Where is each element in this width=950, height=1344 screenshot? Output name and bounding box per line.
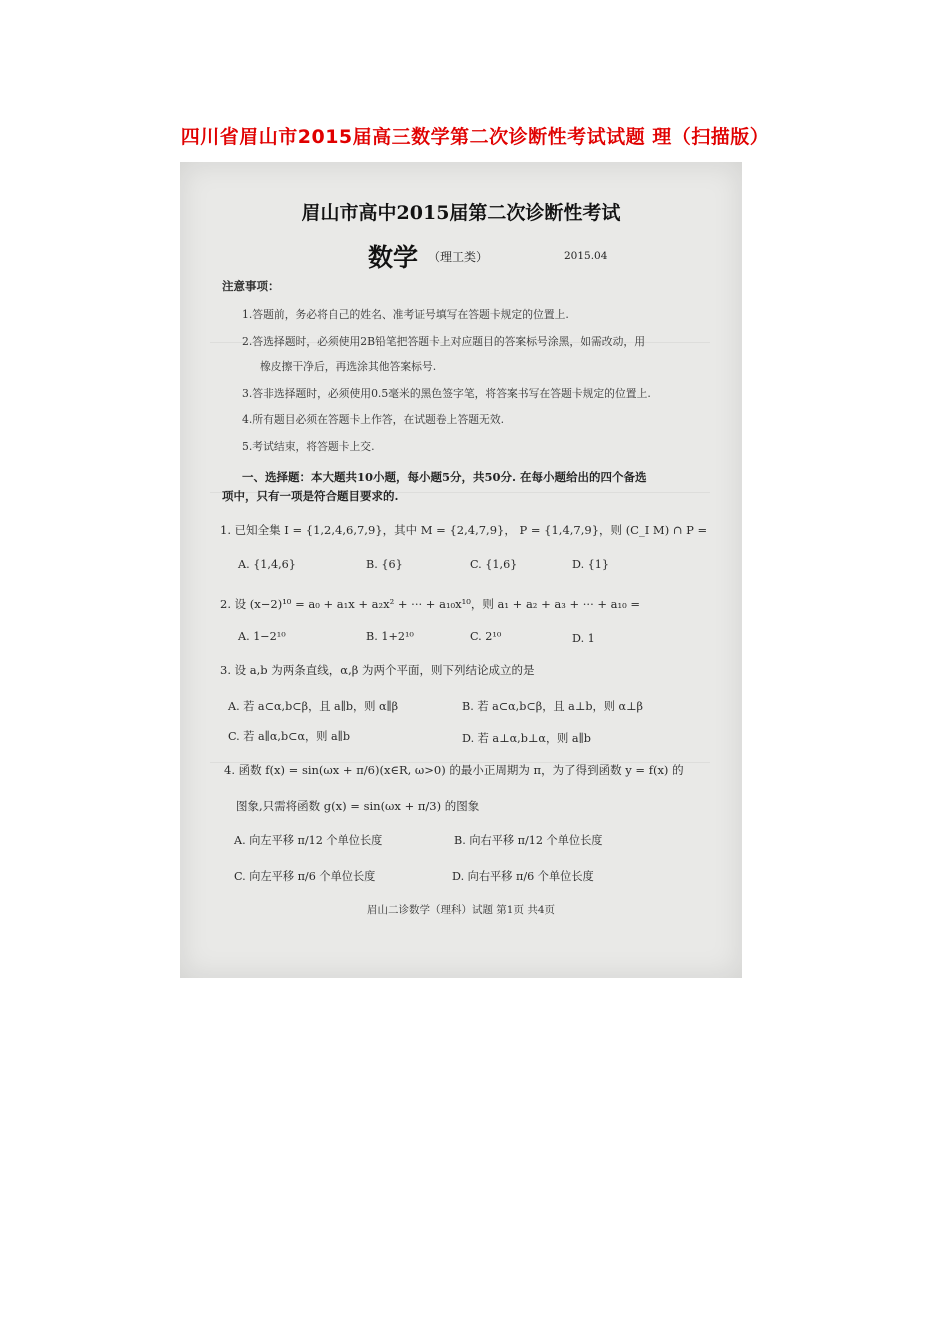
note-item: 3.答非选择题时，必须使用0.5毫米的黑色签字笔，将答案书写在答题卡规定的位置上.	[242, 387, 651, 400]
question-3-option-b: B. 若 a⊂α,b⊂β，且 a⊥b，则 α⊥β	[462, 700, 643, 713]
exam-title: 眉山市高中2015届第二次诊断性考试	[301, 202, 621, 224]
note-item: 1.答题前，务必将自己的姓名、准考证号填写在答题卡规定的位置上.	[242, 308, 569, 321]
note-item: 2.答选择题时，必须使用2B铅笔把答题卡上对应题目的答案标号涂黑，如需改动，用	[242, 335, 645, 348]
notes-heading: 注意事项：	[222, 279, 280, 293]
question-3-stem: 3. 设 a,b 为两条直线，α,β 为两个平面，则下列结论成立的是	[220, 663, 535, 677]
question-2-option-a: A. 1−2¹⁰	[238, 630, 286, 643]
question-2-stem: 2. 设 (x−2)¹⁰ = a₀ + a₁x + a₂x² + ··· + a₁₀x¹⁰，则 a₁ + a₂ + a₃ + ··· + a₁₀ =	[220, 597, 641, 611]
page-footer: 眉山二诊数学（理科）试题 第1页 共4页	[366, 904, 556, 916]
note-item: 5.考试结束，将答题卡上交.	[242, 440, 375, 453]
question-2-option-d: D. 1	[572, 632, 595, 645]
document-title: 四川省眉山市2015届高三数学第二次诊断性考试试题 理（扫描版）	[180, 126, 770, 148]
question-1-option-a: A. {1,4,6}	[238, 558, 296, 571]
question-4-stem: 4. 函数 f(x) = sin(ωx + π/6)(x∈R, ω>0) 的最小正周期为 π，为了得到函数 y = f(x) 的	[224, 763, 684, 777]
question-1-option-c: C. {1,6}	[470, 558, 518, 571]
question-4-option-d: D. 向右平移 π/6 个单位长度	[452, 870, 594, 883]
note-item: 橡皮擦干净后，再选涂其他答案标号.	[260, 360, 437, 373]
question-4-option-b: B. 向右平移 π/12 个单位长度	[454, 834, 603, 847]
question-4-stem-cont: 图象,只需将函数 g(x) = sin(ωx + π/3) 的图象	[236, 799, 480, 813]
question-2-option-c: C. 2¹⁰	[470, 630, 502, 643]
section-heading: 一、选择题：本大题共10小题，每小题5分，共50分. 在每小题给出的四个备选	[242, 470, 647, 484]
question-2-option-b: B. 1+2¹⁰	[366, 630, 414, 643]
question-1-option-d: D. {1}	[572, 558, 610, 571]
scanned-exam-page	[180, 162, 742, 978]
exam-subject: 数学	[368, 243, 419, 272]
question-4-option-c: C. 向左平移 π/6 个单位长度	[234, 870, 376, 883]
question-1-stem: 1. 已知全集 I = {1,2,4,6,7,9}，其中 M = {2,4,7,9}， P = {1,4,7,9}，则 (C_I M) ∩ P =	[220, 523, 708, 537]
question-4-option-a: A. 向左平移 π/12 个单位长度	[234, 834, 383, 847]
question-3-option-d: D. 若 a⊥α,b⊥α，则 a∥b	[462, 732, 591, 745]
exam-subject-category: （理工类）	[428, 250, 489, 264]
exam-date: 2015.04	[564, 250, 608, 262]
section-heading-cont: 项中，只有一项是符合题目要求的.	[222, 489, 399, 503]
note-item: 4.所有题目必须在答题卡上作答，在试题卷上答题无效.	[242, 413, 505, 426]
question-1-option-b: B. {6}	[366, 558, 403, 571]
question-3-option-c: C. 若 a∥α,b⊂α，则 a∥b	[228, 730, 350, 743]
question-3-option-a: A. 若 a⊂α,b⊂β，且 a∥b，则 α∥β	[228, 700, 399, 713]
